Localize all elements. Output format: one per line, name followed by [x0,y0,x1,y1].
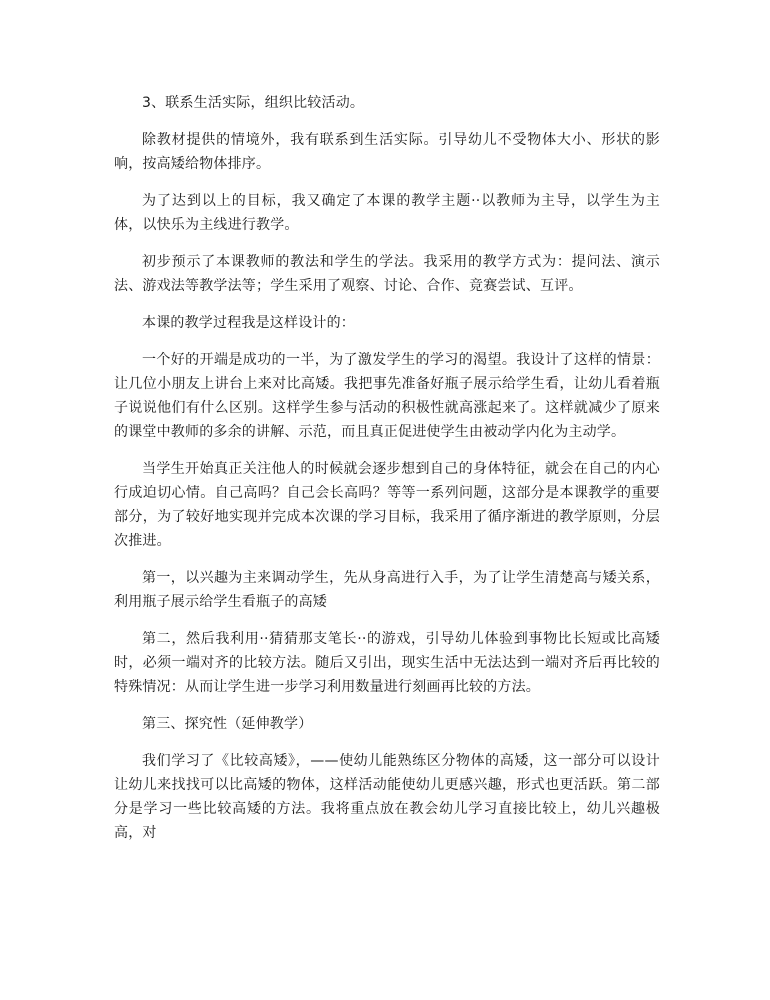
paragraph-process-intro: 本课的教学过程我是这样设计的： [142,315,355,331]
paragraph-section-3-heading: 3、联系生活实际，组织比较活动。 [142,95,365,111]
paragraph-self-awareness: 当学生开始真正关注他人的时候就会逐步想到自己的身体特征，就会在自己的内心行成迫切心情。自己高吗？自己会长高吗？等等一系列问题，这部分是本课教学的重要部分，为了较好地实现并完成本次课的学习目标，我采用了循序渐进的教学原则，分层次推进。 [114,461,660,549]
paragraph-teaching-methods: 初步预示了本课教师的教法和学生的学法。我采用的教学方式为：提问法、演示法、游戏法等教学法等；学生采用了观察、讨论、合作、竞赛尝试、互评。 [114,254,660,294]
paragraph-step-two: 第二，然后我利用··猜猜那支笔长··的游戏，引导幼儿体验到事物比长短或比高矮时，必须一端对齐的比较方法。随后又引出，现实生活中无法达到一端对齐后再比较的特殊情况：从而让学生进一步学习利用数量进行刻画再比较的方法。 [114,631,660,695]
paragraph-life-connection: 除教材提供的情境外，我有联系到生活实际。引导幼儿不受物体大小、形状的影响，按高矮给物体排序。 [114,132,660,172]
paragraph-step-three-heading: 第三、探究性（延伸教学） [142,716,313,732]
paragraph-extension: 我们学习了《比较高矮》，——使幼儿能熟练区分物体的高矮，这一部分可以设计让幼儿来找找可以比高矮的物体，这样活动能使幼儿更感兴趣，形式也更活跃。第二部分是学习一些比较高矮的方法。我将重点放在教会幼儿学习直接比较上，幼儿兴趣极高，对 [114,753,660,841]
paragraph-step-one: 第一，以兴趣为主来调动学生，先从身高进行入手，为了让学生清楚高与矮关系，利用瓶子展示给学生看瓶子的高矮 [114,570,660,610]
document-body [114,91,660,858]
paragraph-opening: 一个好的开端是成功的一半，为了激发学生的学习的渴望。我设计了这样的情景：让几位小朋友上讲台上来对比高矮。我把事先准备好瓶子展示给学生看，让幼儿看着瓶子说说他们有什么区别。这样学生参与活动的积极性就高涨起来了。这样就减少了原来的课堂中教师的多余的讲解、示范，而且真正促进使学生由被动学内化为主动学。 [114,352,660,440]
paragraph-teaching-theme: 为了达到以上的目标，我又确定了本课的教学主题··以教师为主导，以学生为主体，以快乐为主线进行教学。 [114,193,660,233]
